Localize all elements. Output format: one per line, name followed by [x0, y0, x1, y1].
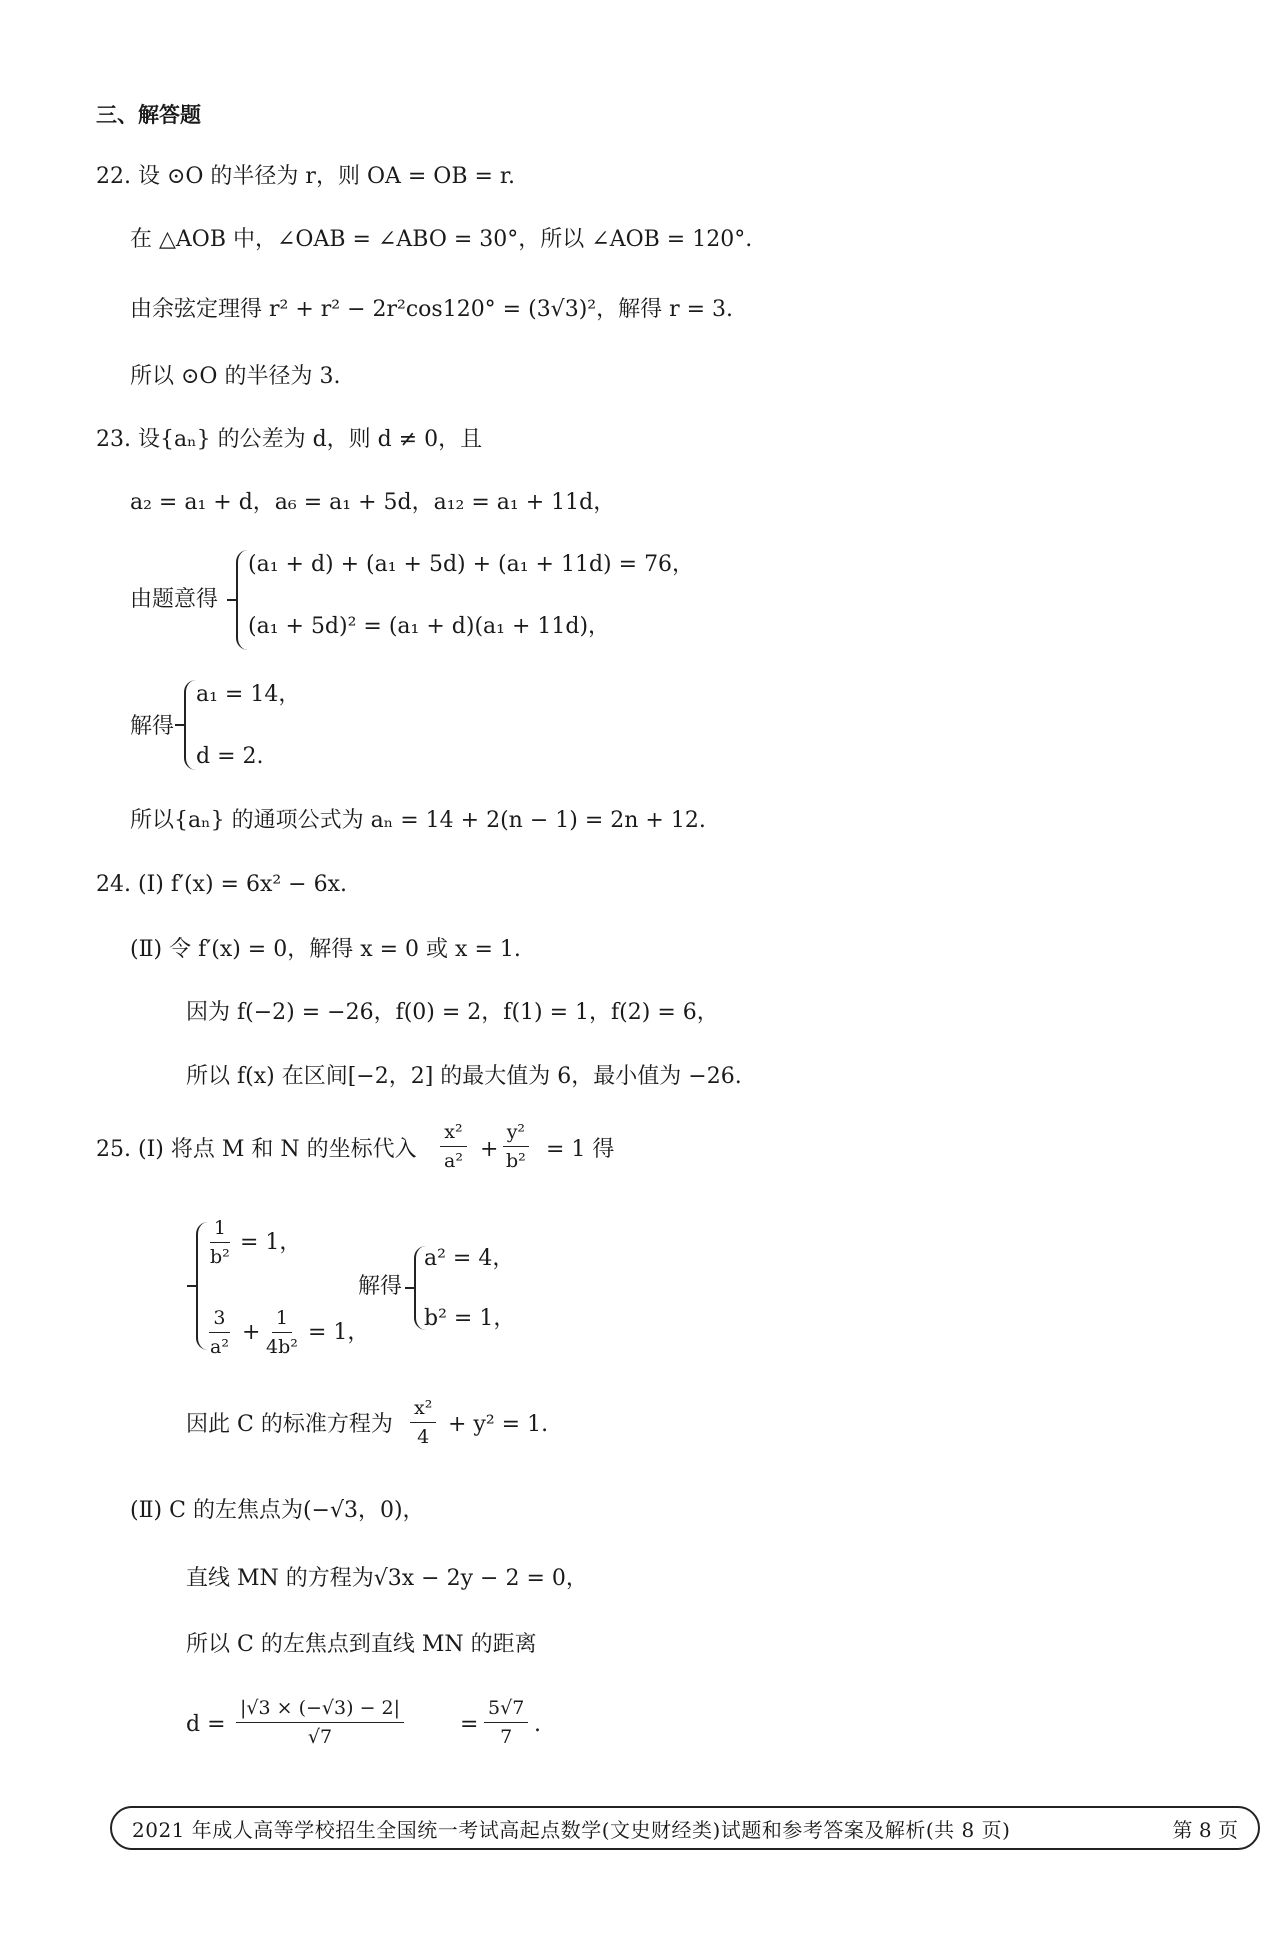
- q25-part2-line-1: (Ⅱ) C 的左焦点为(−√3，0)，: [130, 1498, 425, 1523]
- fraction-numerator: x²: [440, 1120, 466, 1147]
- q25-standard-eq-fraction: [410, 1396, 436, 1449]
- q23-line-2: a₂ = a₁ + d，a₆ = a₁ + 5d，a₁₂ = a₁ + 11d，: [130, 490, 616, 515]
- fraction-denominator: 4: [417, 1426, 430, 1448]
- q23-system-eq-1: (a₁ + d) + (a₁ + 5d) + (a₁ + 11d) = 76，: [248, 552, 695, 577]
- fraction-denominator: a²: [444, 1150, 463, 1172]
- fraction-denominator: 7: [500, 1726, 513, 1748]
- q22-line-1: 22. 设 ⊙O 的半径为 r，则 OA = OB = r.: [96, 164, 515, 189]
- q25-fraction-x2-a2: [440, 1120, 467, 1173]
- q25-standard-eq-prefix: 因此 C 的标准方程为: [186, 1412, 393, 1437]
- fraction-denominator: √7: [307, 1726, 333, 1748]
- fraction-denominator: 4b²: [266, 1336, 298, 1358]
- section-title: 三、解答题: [96, 103, 201, 127]
- page-footer: [110, 1806, 1260, 1850]
- fraction-numerator: y²: [503, 1120, 529, 1147]
- q25-eq2-plus: +: [242, 1320, 261, 1345]
- q25-part2-line-3: 所以 C 的左焦点到直线 MN 的距离: [186, 1632, 537, 1657]
- fraction-numerator: |√3 × (−√3) − 2|: [236, 1696, 404, 1723]
- q25-line-1-suffix: = 1 得: [546, 1137, 615, 1162]
- q25-plus: +: [480, 1137, 499, 1162]
- q23-system-label: 由题意得: [130, 587, 219, 612]
- q25-eq1-fraction: [206, 1216, 234, 1269]
- q22-line-3: 由余弦定理得 r² + r² − 2r²cos120° = (3√3)²，解得 r = 3.: [130, 297, 734, 322]
- q23-system-brace-tip: [227, 599, 236, 601]
- q25-solution-2: b² = 1，: [424, 1306, 516, 1331]
- q23-solution-brace-tip: [175, 724, 184, 726]
- q24-line-4: 所以 f(x) 在区间[−2，2] 的最大值为 6，最小值为 −26.: [186, 1064, 742, 1089]
- q23-line-3: 所以{aₙ} 的通项公式为 aₙ = 14 + 2(n − 1) = 2n + 12.: [130, 808, 706, 833]
- q23-solution-2: d = 2.: [196, 744, 264, 769]
- footer-page-number: 第 8 页: [1172, 1817, 1238, 1842]
- q25-standard-eq-suffix: + y² = 1.: [448, 1412, 549, 1437]
- q25-distance-period: .: [534, 1712, 541, 1737]
- q23-solution-brace: [184, 680, 196, 770]
- fraction-numerator: 1: [272, 1306, 292, 1333]
- fraction-numerator: x²: [410, 1396, 436, 1423]
- q23-system-brace: [236, 550, 248, 650]
- q23-line-1: 23. 设{aₙ} 的公差为 d，则 d ≠ 0，且: [96, 427, 483, 452]
- q25-system-brace-tip: [187, 1285, 196, 1287]
- q22-line-2: 在 △AOB 中，∠OAB = ∠ABO = 30°，所以 ∠AOB = 120°.: [130, 227, 753, 252]
- q22-line-4: 所以 ⊙O 的半径为 3.: [130, 364, 341, 389]
- q25-distance-result: [484, 1696, 528, 1749]
- fraction-numerator: 3: [209, 1306, 229, 1333]
- q25-distance-equals: =: [460, 1712, 479, 1737]
- q25-line-1-prefix: 25. (Ⅰ) 将点 M 和 N 的坐标代入: [96, 1137, 417, 1162]
- q24-line-2: (Ⅱ) 令 f′(x) = 0，解得 x = 0 或 x = 1.: [130, 937, 521, 962]
- footer-title: 2021 年成人高等学校招生全国统一考试高起点数学(文史财经类)试题和参考答案及解析(共 8 页): [132, 1817, 1011, 1842]
- fraction-denominator: b²: [210, 1246, 230, 1268]
- q25-eq2-fraction-1: [206, 1306, 233, 1359]
- q25-eq1-rest: = 1，: [240, 1230, 302, 1255]
- q25-eq2-rest: = 1，: [308, 1320, 370, 1345]
- fraction-denominator: a²: [210, 1336, 229, 1358]
- q25-eq2-fraction-2: [262, 1306, 302, 1359]
- q25-solution-1: a² = 4，: [424, 1246, 515, 1271]
- q25-fraction-y2-b2: [502, 1120, 530, 1173]
- q23-solution-1: a₁ = 14，: [196, 682, 301, 707]
- q25-solution-label: 解得: [358, 1274, 403, 1299]
- fraction-numerator: 5√7: [484, 1696, 528, 1723]
- fraction-denominator: b²: [506, 1150, 526, 1172]
- q23-solution-label: 解得: [130, 714, 175, 739]
- fraction-numerator: 1: [210, 1216, 230, 1243]
- q23-system-eq-2: (a₁ + 5d)² = (a₁ + d)(a₁ + 11d)，: [248, 614, 611, 639]
- q25-solution-brace-tip: [405, 1287, 414, 1289]
- q24-line-3: 因为 f(−2) = −26，f(0) = 2，f(1) = 1，f(2) = 6，: [186, 1000, 719, 1025]
- q25-distance-fraction: [236, 1696, 404, 1749]
- q24-line-1: 24. (Ⅰ) f′(x) = 6x² − 6x.: [96, 872, 348, 897]
- q25-distance-label: d =: [186, 1712, 226, 1737]
- q25-part2-line-2: 直线 MN 的方程为√3x − 2y − 2 = 0，: [186, 1566, 588, 1591]
